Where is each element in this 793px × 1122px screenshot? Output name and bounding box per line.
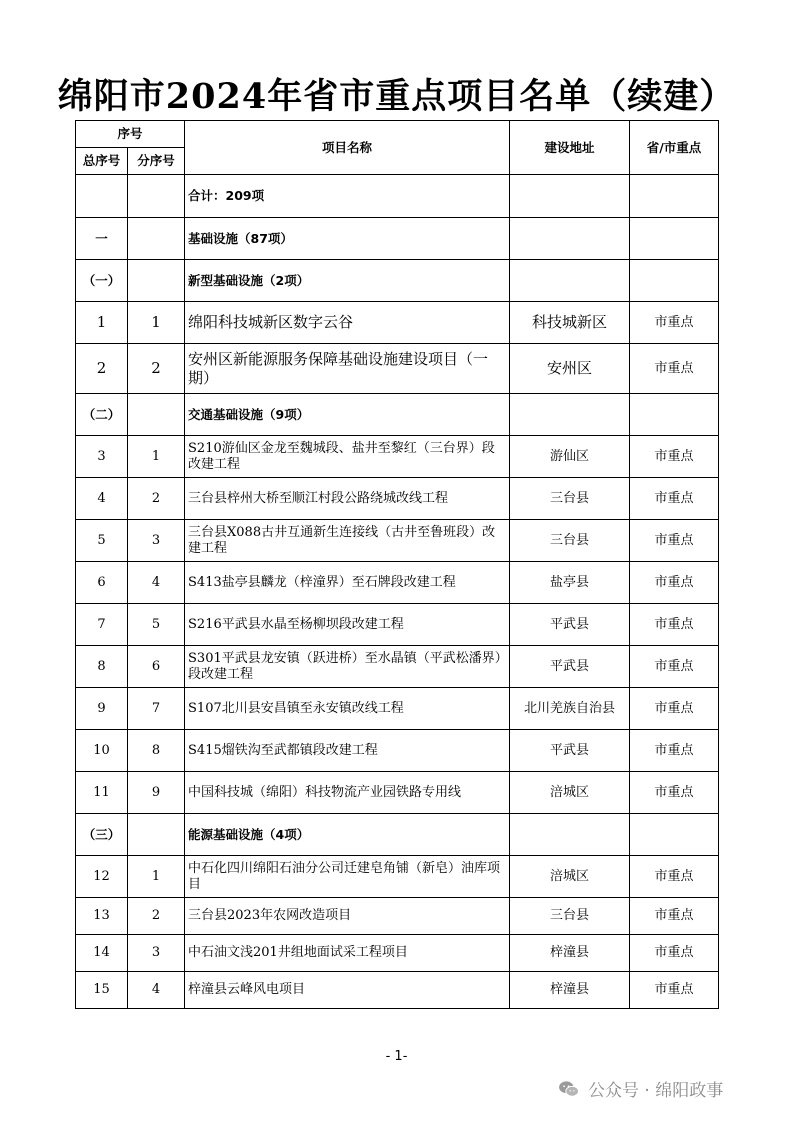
- project-level: 市重点: [630, 730, 719, 772]
- table-row: [76, 972, 719, 1009]
- project-location: 平武县: [510, 604, 630, 646]
- table-row: [76, 562, 719, 604]
- category-name: 交通基础设施（9项）: [185, 394, 510, 436]
- table-row: [76, 856, 719, 898]
- wechat-icon: [558, 1080, 580, 1098]
- total-seq: 12: [76, 856, 128, 898]
- sub-seq: 4: [128, 562, 185, 604]
- table-row: [76, 688, 719, 730]
- table-row: [76, 604, 719, 646]
- project-name: S415熘铁沟至武都镇段改建工程: [185, 730, 510, 772]
- project-location: 涪城区: [510, 772, 630, 814]
- category-name: 能源基础设施（4项）: [185, 814, 510, 856]
- project-name: S216平武县水晶至杨柳坝段改建工程: [185, 604, 510, 646]
- project-level: 市重点: [630, 604, 719, 646]
- project-name: 三台县梓州大桥至顺江村段公路绕城改线工程: [185, 478, 510, 520]
- sub-seq: 2: [128, 898, 185, 935]
- table-row: [76, 772, 719, 814]
- project-name: 绵阳科技城新区数字云谷: [185, 302, 510, 344]
- project-level: 市重点: [630, 520, 719, 562]
- project-table: [75, 120, 719, 1009]
- project-location: 涪城区: [510, 856, 630, 898]
- category-row: [76, 218, 719, 260]
- table-row: [76, 478, 719, 520]
- project-level: 市重点: [630, 478, 719, 520]
- project-name: S413盐亭县麟龙（梓潼界）至石牌段改建工程: [185, 562, 510, 604]
- total-seq: 6: [76, 562, 128, 604]
- project-level: 市重点: [630, 856, 719, 898]
- table-row: [76, 520, 719, 562]
- total-seq: 5: [76, 520, 128, 562]
- total-seq: 1: [76, 302, 128, 344]
- total-seq: 9: [76, 688, 128, 730]
- project-location: 梓潼县: [510, 935, 630, 972]
- project-location: 游仙区: [510, 436, 630, 478]
- table-row: [76, 898, 719, 935]
- project-location: 北川羌族自治县: [510, 688, 630, 730]
- project-location: 三台县: [510, 478, 630, 520]
- sub-seq: 4: [128, 972, 185, 1009]
- project-level: 市重点: [630, 562, 719, 604]
- project-level: 市重点: [630, 772, 719, 814]
- sub-seq: 3: [128, 520, 185, 562]
- total-seq: 10: [76, 730, 128, 772]
- project-name: S301平武县龙安镇（跃进桥）至水晶镇（平武松潘界）段改建工程: [185, 646, 510, 688]
- total-seq: 13: [76, 898, 128, 935]
- sub-seq: 7: [128, 688, 185, 730]
- sub-seq: 1: [128, 856, 185, 898]
- sub-seq: 2: [128, 478, 185, 520]
- page-number: - 1-: [385, 1049, 408, 1064]
- sub-seq: 8: [128, 730, 185, 772]
- summary-text: 合计：209项: [185, 175, 510, 218]
- table-row: [76, 646, 719, 688]
- total-seq: 11: [76, 772, 128, 814]
- project-level: 市重点: [630, 302, 719, 344]
- sub-seq-header: 分序号: [128, 148, 185, 175]
- watermark: [558, 1076, 723, 1101]
- total-seq: 7: [76, 604, 128, 646]
- category-name: 新型基础设施（2项）: [185, 260, 510, 302]
- location-header: 建设地址: [510, 121, 630, 175]
- total-seq: 2: [76, 344, 128, 394]
- seq-group-header: 序号: [76, 121, 185, 148]
- sub-seq: 3: [128, 935, 185, 972]
- watermark-text: 公众号 · 绵阳政事: [588, 1081, 724, 1101]
- table-row: [76, 730, 719, 772]
- project-name: 中石油文浅201井组地面试采工程项目: [185, 935, 510, 972]
- category-row: [76, 394, 719, 436]
- total-seq-header: 总序号: [76, 148, 128, 175]
- project-level: 市重点: [630, 972, 719, 1009]
- sub-seq: 5: [128, 604, 185, 646]
- total-seq: 3: [76, 436, 128, 478]
- project-location: 科技城新区: [510, 302, 630, 344]
- total-seq: 14: [76, 935, 128, 972]
- project-name: S210游仙区金龙至魏城段、盐井至黎红（三台界）段改建工程: [185, 436, 510, 478]
- table-row: [76, 935, 719, 972]
- category-row: [76, 260, 719, 302]
- project-level: 市重点: [630, 935, 719, 972]
- table-row: [76, 436, 719, 478]
- project-name: S107北川县安昌镇至永安镇改线工程: [185, 688, 510, 730]
- sub-seq: 6: [128, 646, 185, 688]
- table-row: [76, 302, 719, 344]
- project-level: 市重点: [630, 646, 719, 688]
- project-name-header: 项目名称: [185, 121, 510, 175]
- sub-seq: 1: [128, 436, 185, 478]
- sub-seq: 9: [128, 772, 185, 814]
- table-row: [76, 344, 719, 394]
- project-location: 梓潼县: [510, 972, 630, 1009]
- sub-seq: 2: [128, 344, 185, 394]
- total-seq: 15: [76, 972, 128, 1009]
- category-name: 基础设施（87项）: [185, 218, 510, 260]
- project-level: 市重点: [630, 898, 719, 935]
- total-seq: 4: [76, 478, 128, 520]
- project-location: 盐亭县: [510, 562, 630, 604]
- category-num: （三）: [76, 814, 128, 856]
- summary-row: [76, 175, 719, 218]
- project-level: 市重点: [630, 688, 719, 730]
- project-location: 安州区: [510, 344, 630, 394]
- project-location: 平武县: [510, 730, 630, 772]
- project-location: 平武县: [510, 646, 630, 688]
- category-num: 一: [76, 218, 128, 260]
- project-location: 三台县: [510, 520, 630, 562]
- project-name: 中石化四川绵阳石油分公司迁建皂角铺（新皂）油库项目: [185, 856, 510, 898]
- project-name: 安州区新能源服务保障基础设施建设项目（一期）: [185, 344, 510, 394]
- category-num: （二）: [76, 394, 128, 436]
- category-num: （一）: [76, 260, 128, 302]
- sub-seq: 1: [128, 302, 185, 344]
- project-name: 三台县X088古井互通新生连接线（古井至鲁班段）改建工程: [185, 520, 510, 562]
- category-row: [76, 814, 719, 856]
- project-name: 梓潼县云峰风电项目: [185, 972, 510, 1009]
- project-location: 三台县: [510, 898, 630, 935]
- project-name: 三台县2023年农网改造项目: [185, 898, 510, 935]
- total-seq: 8: [76, 646, 128, 688]
- project-level: 市重点: [630, 436, 719, 478]
- level-header: 省/市重点: [630, 121, 719, 175]
- project-name: 中国科技城（绵阳）科技物流产业园铁路专用线: [185, 772, 510, 814]
- document-title: 绵阳市2024年省市重点项目名单（续建）: [57, 76, 736, 117]
- project-level: 市重点: [630, 344, 719, 394]
